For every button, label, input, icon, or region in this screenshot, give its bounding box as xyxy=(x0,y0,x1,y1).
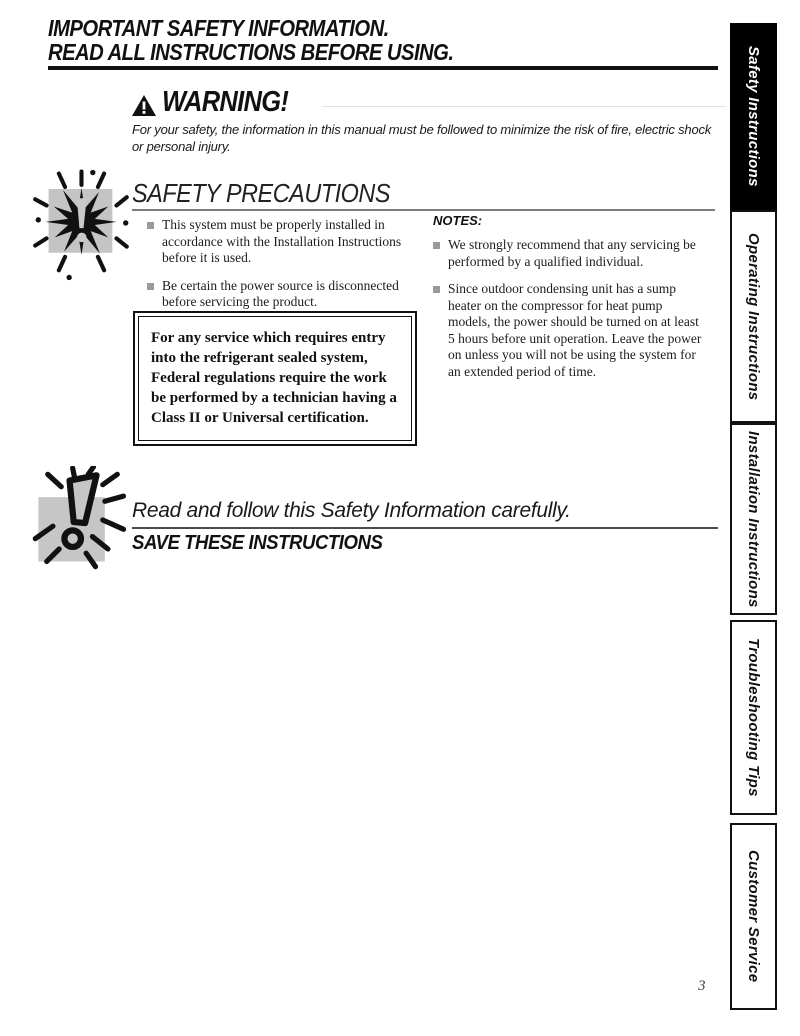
header-line-2: READ ALL INSTRUCTIONS BEFORE USING. xyxy=(48,39,454,65)
header-line-1: IMPORTANT SAFETY INFORMATION. xyxy=(48,15,389,41)
warning-triangle-icon xyxy=(132,95,156,116)
note-item xyxy=(433,237,707,270)
tab-operating-instructions xyxy=(730,210,777,423)
tab-label: Safety Instructions xyxy=(745,46,762,187)
precaution-text: This system must be properly installed in accordance with the Installation Instructions before it is used. xyxy=(162,217,402,265)
bullet-square-icon xyxy=(147,283,154,290)
notes-title: NOTES: xyxy=(433,213,483,228)
note-text: Since outdoor condensing unit has a sump heater on the compressor for heat pump models, the power should be turned on at least 5 hours before unit operation. Leave the power on unless you will not be using the system for an extended period of time. xyxy=(448,281,702,379)
note-item xyxy=(433,281,707,380)
bullet-square-icon xyxy=(433,242,440,249)
precaution-item xyxy=(147,217,427,267)
page-header xyxy=(48,16,509,64)
tab-label: Installation Instructions xyxy=(745,430,762,608)
tab-label: Operating Instructions xyxy=(745,232,762,401)
precautions-rule xyxy=(132,209,715,211)
warning-section xyxy=(132,88,726,155)
read-follow-text: Read and follow this Safety Information carefully. xyxy=(132,499,571,522)
regulation-box xyxy=(133,311,417,446)
regulation-box-text: For any service which requires entry into the refrigerant sealed system, Federal regulations require the work be performed by a technician having a Class II or Universal certification. xyxy=(138,316,412,441)
tab-installation-instructions xyxy=(730,423,777,615)
note-text: We strongly recommend that any servicing be performed by a qualified individual. xyxy=(448,237,696,269)
tab-label: Customer Service xyxy=(745,850,762,983)
alert-starburst-icon xyxy=(28,166,136,284)
precautions-column xyxy=(147,217,427,322)
tab-customer-service xyxy=(730,823,777,1010)
footer-rule xyxy=(132,527,718,529)
notes-column xyxy=(433,213,707,391)
header-rule xyxy=(48,66,718,70)
warning-hairline xyxy=(322,106,726,107)
page-number: 3 xyxy=(698,978,706,994)
precautions-title: SAFETY PRECAUTIONS xyxy=(132,178,391,208)
tab-safety-instructions xyxy=(730,23,777,210)
bullet-square-icon xyxy=(147,222,154,229)
warning-title: WARNING! xyxy=(162,86,289,118)
tab-troubleshooting-tips xyxy=(730,620,777,815)
exclamation-burst-icon xyxy=(30,466,134,576)
tab-label: Troubleshooting Tips xyxy=(745,638,762,797)
save-instructions-text: SAVE THESE INSTRUCTIONS xyxy=(132,532,383,554)
precaution-item xyxy=(147,278,427,311)
warning-title-row xyxy=(132,88,726,116)
bullet-square-icon xyxy=(433,286,440,293)
precaution-text: Be certain the power source is disconnected before servicing the product. xyxy=(162,277,399,309)
warning-body: For your safety, the information in this manual must be followed to minimize the risk of fire, electric shock or personal injury. xyxy=(132,122,712,154)
